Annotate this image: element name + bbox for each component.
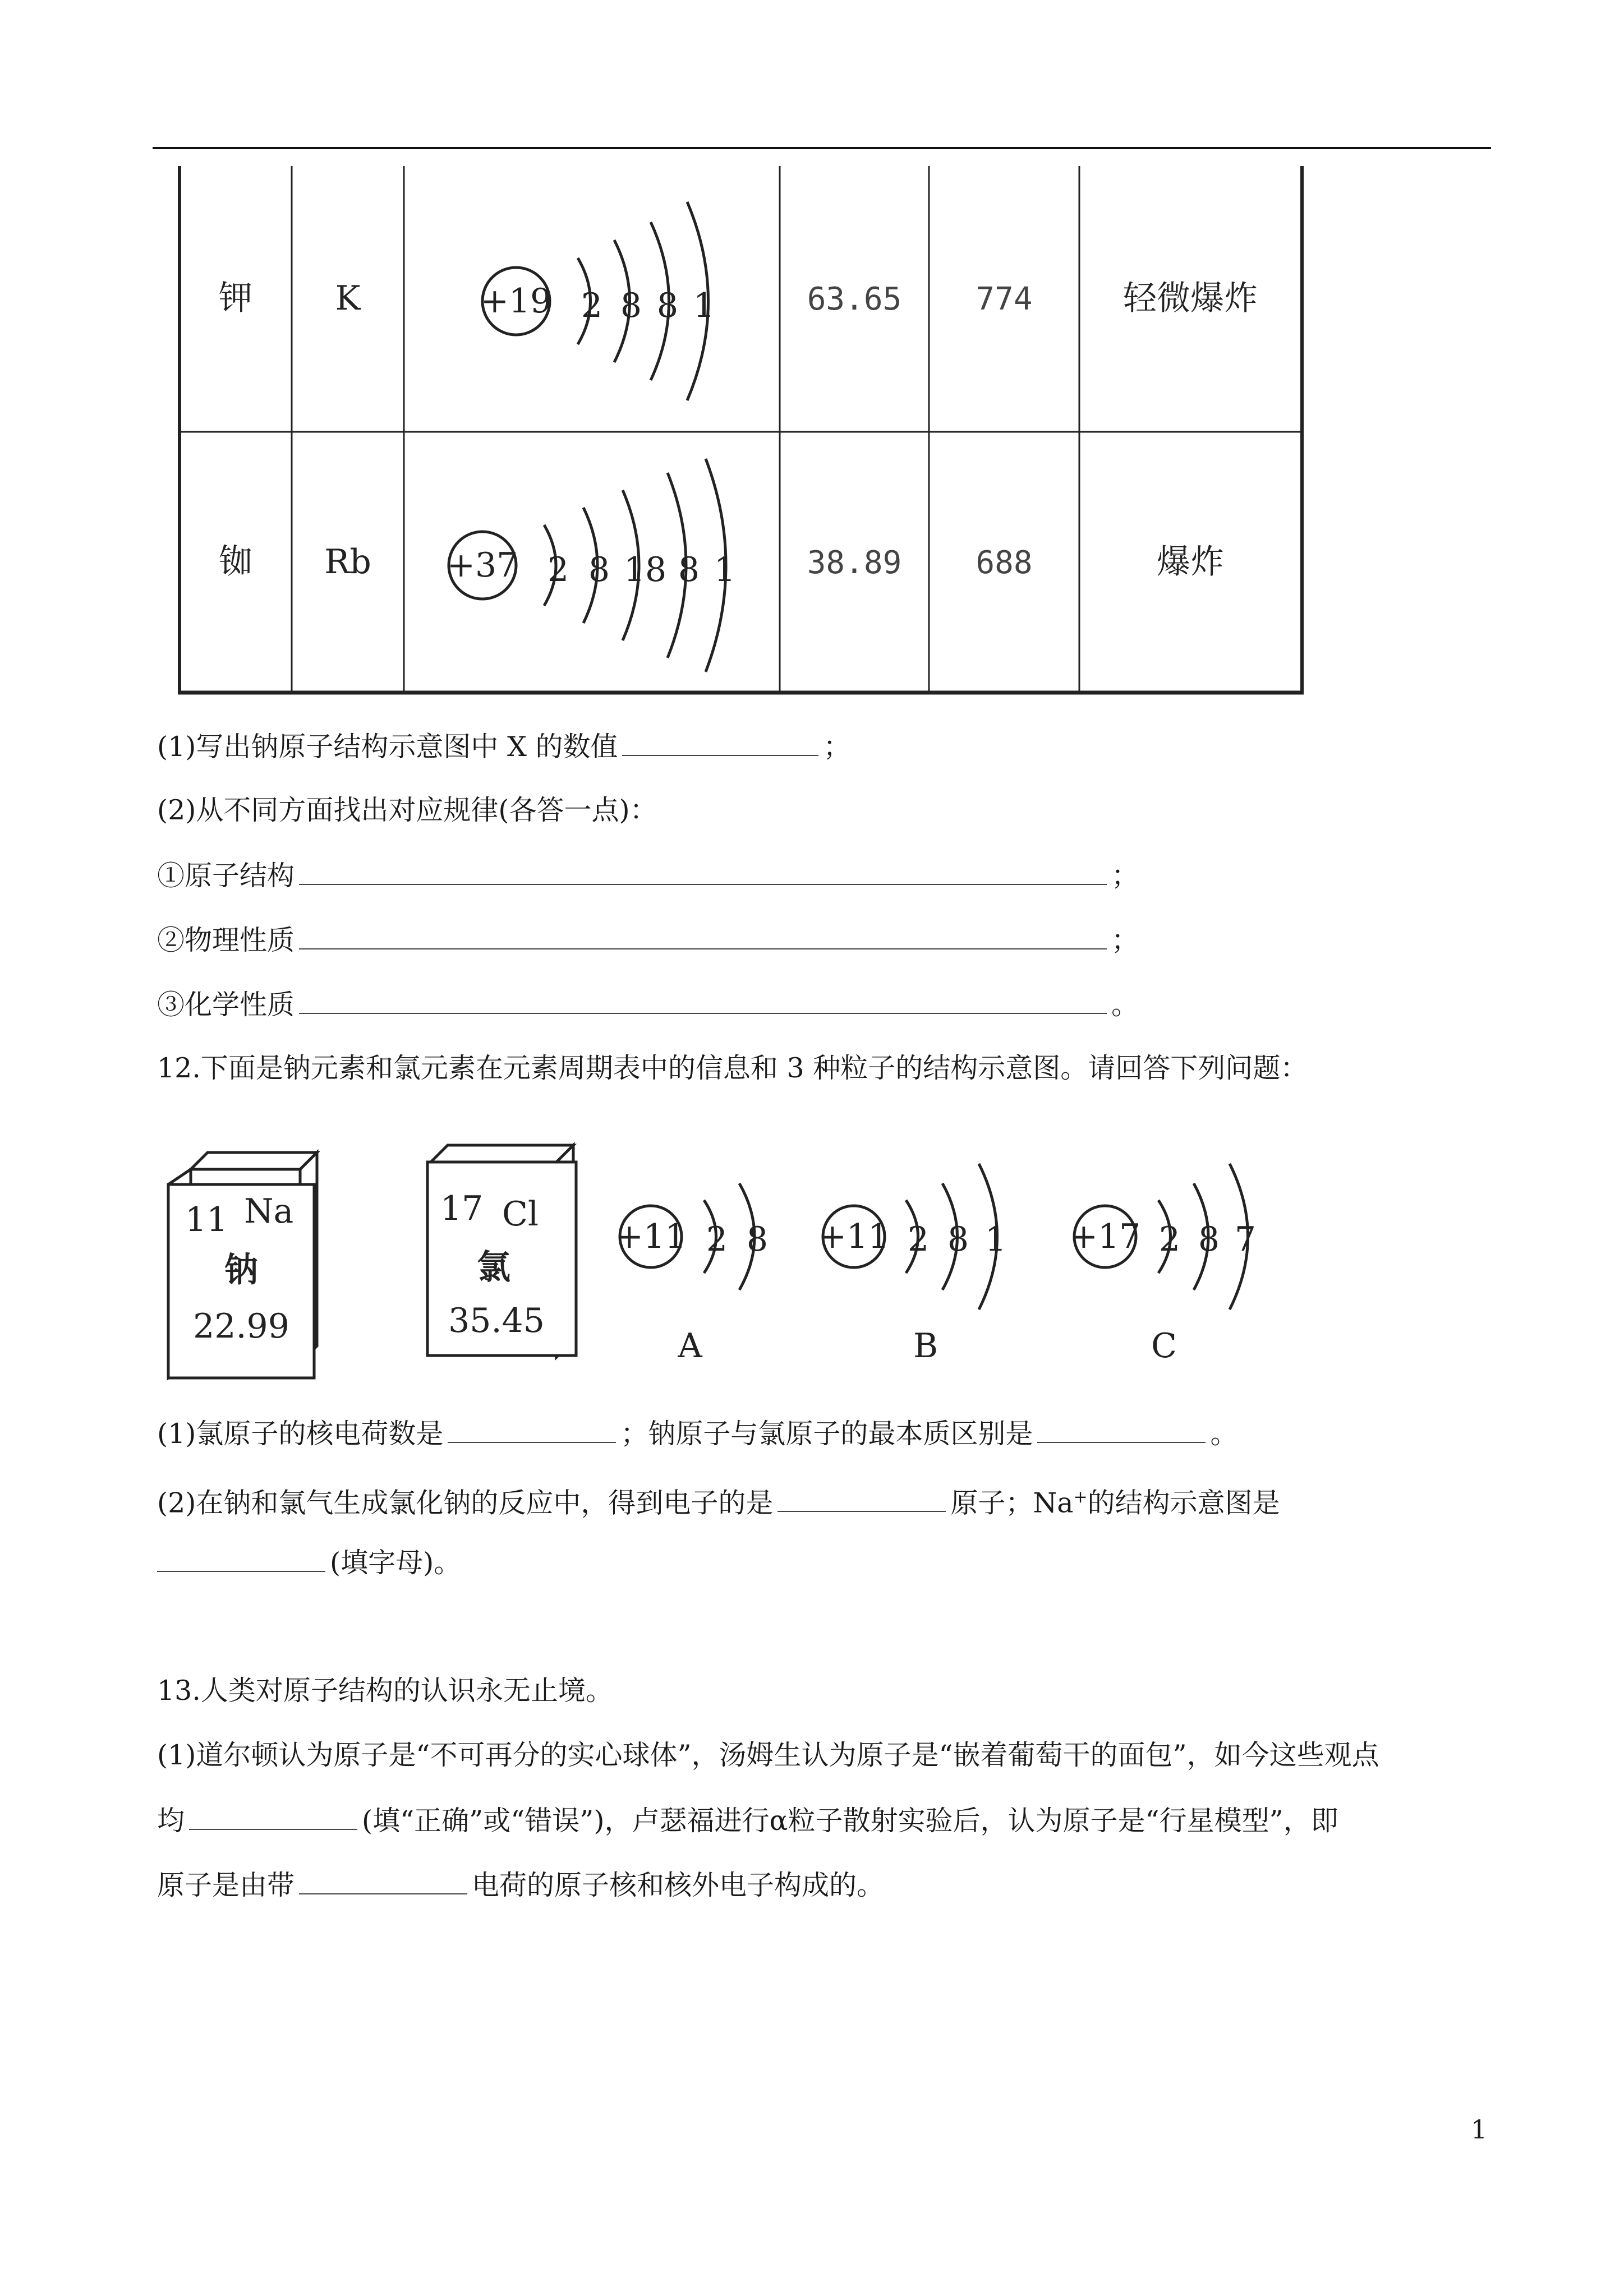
particle-c-nucleus: +17 <box>1069 1217 1141 1256</box>
atom-k-shell: 2 <box>581 286 603 325</box>
particle-diagram-a <box>615 1183 768 1366</box>
answer-blank[interactable] <box>189 1803 357 1830</box>
answer-blank[interactable] <box>299 1868 467 1894</box>
answer-blank[interactable] <box>1037 1416 1206 1443</box>
atom-rb-nucleus: +37 <box>447 546 518 585</box>
q12-part2 <box>157 1481 1280 1520</box>
particle-c-shell: 7 <box>1234 1220 1257 1259</box>
q11-part1-end: ； <box>823 731 851 763</box>
q12-part2-text: (2)在钠和氯气生成氯化钠的反应中，得到电子的是 <box>157 1487 774 1519</box>
q12-part1-text: (1)氯原子的核电荷数是 <box>157 1418 444 1450</box>
periodic-card-cl <box>427 1145 576 1357</box>
atom-rb-shell: 8 <box>678 550 700 589</box>
q11-item-end: 。 <box>1111 989 1139 1021</box>
atom-rb-shell: 18 <box>623 550 667 589</box>
table-row2-name: 铷 <box>219 542 252 582</box>
q12-part2-cont <box>157 1545 461 1580</box>
particle-b-shell: 8 <box>947 1220 969 1259</box>
particle-diagram-c <box>1070 1164 1256 1366</box>
answer-blank[interactable] <box>448 1416 616 1443</box>
atom-rb-shell: 8 <box>588 550 610 589</box>
periodic-card-na <box>168 1152 317 1378</box>
table-row2-col5: 688 <box>976 545 1033 581</box>
card-cl-name: 氯 <box>477 1248 510 1287</box>
q13-line3-text: 原子是由带 <box>157 1869 295 1901</box>
q13-line1: (1)道尔顿认为原子是“不可再分的实心球体”，汤姆生认为原子是“嵌着葡萄干的面包”，如今这些观点 <box>157 1739 1379 1771</box>
q12-part2-end: (填字母)。 <box>330 1547 462 1579</box>
particle-a-shell: 2 <box>706 1220 728 1259</box>
card-cl-mass: 35.45 <box>448 1301 545 1340</box>
atom-rb-shell: 2 <box>547 550 569 589</box>
q13-line2-text: (填“正确”或“错误”)，卢瑟福进行α粒子散射实验后，认为原子是“行星模型”，即 <box>362 1805 1338 1837</box>
q13-line3-text: 电荷的原子核和核外电子构成的。 <box>472 1869 885 1901</box>
card-cl-symbol: Cl <box>502 1195 539 1234</box>
q13-line2 <box>157 1803 1338 1838</box>
q11-part1-label: (1)写出钠原子结构示意图中 X 的数值 <box>157 731 618 763</box>
table-row1-col4: 63.65 <box>807 281 902 317</box>
particle-b-nucleus: +11 <box>818 1217 890 1256</box>
table-row2-symbol: Rb <box>324 542 371 582</box>
table-row2-col4: 38.89 <box>807 545 902 581</box>
particle-c-shell: 8 <box>1198 1220 1220 1259</box>
page-number: 1 <box>1471 2114 1488 2145</box>
particle-a-shell: 8 <box>746 1220 769 1259</box>
q12-part2-text: 原子；Na <box>950 1487 1074 1519</box>
card-na-symbol: Na <box>244 1192 294 1231</box>
particle-b-shell: 1 <box>984 1220 1007 1259</box>
table-row1-symbol: K <box>335 279 361 318</box>
atom-k-nucleus: +19 <box>480 282 552 321</box>
table-row1-reaction: 轻微爆炸 <box>1123 279 1258 318</box>
particle-b-shell: 2 <box>907 1220 930 1259</box>
card-cl-number: 17 <box>440 1189 484 1228</box>
answer-blank[interactable] <box>157 1545 325 1572</box>
particle-a-nucleus: +11 <box>615 1217 687 1256</box>
table-row1-name: 钾 <box>219 279 252 318</box>
q13-intro: 13.人类对原子结构的认识永无止境。 <box>157 1675 613 1707</box>
answer-blank[interactable] <box>778 1485 946 1512</box>
atom-rb-shell: 1 <box>714 550 736 589</box>
table-row2-reaction: 爆炸 <box>1157 542 1224 582</box>
q12-part1-text: ；钠原子与氯原子的最本质区别是 <box>620 1418 1033 1450</box>
q12-part1-end: 。 <box>1210 1418 1238 1450</box>
q12-part1 <box>157 1416 1237 1451</box>
particle-c-shell: 2 <box>1158 1220 1181 1259</box>
atom-k-shell: 8 <box>620 286 642 325</box>
table-row1-col5: 774 <box>976 281 1033 317</box>
q11-item-end: ； <box>1111 860 1139 892</box>
q13-line3 <box>157 1868 884 1902</box>
q11-item-label: ①原子结构 <box>157 860 295 892</box>
q13-line2-text: 均 <box>157 1805 185 1837</box>
card-na-name: 钠 <box>224 1251 258 1290</box>
atom-k-shell: 1 <box>693 286 715 325</box>
q12-intro: 12.下面是钠元素和氯元素在元素周期表中的信息和 3 种粒子的结构示意图。请回答下列问题： <box>157 1052 1308 1084</box>
q11-part2: (2)从不同方面找出对应规律(各答一点)： <box>157 794 657 826</box>
particle-a-label: A <box>678 1326 702 1366</box>
particle-c-label: C <box>1151 1326 1177 1366</box>
q11-item-end: ； <box>1111 924 1139 956</box>
q12-part2-text: 的结构示意图是 <box>1087 1487 1280 1519</box>
particle-b-label: B <box>913 1326 938 1366</box>
q12-superscript: + <box>1073 1487 1088 1507</box>
atom-k-shell: 8 <box>656 286 679 325</box>
q11-item-label: ③化学性质 <box>157 989 295 1021</box>
q11-item-label: ②物理性质 <box>157 924 295 956</box>
card-na-number: 11 <box>185 1200 228 1239</box>
card-na-mass: 22.99 <box>193 1307 289 1346</box>
particle-diagram-b <box>818 1164 1006 1366</box>
